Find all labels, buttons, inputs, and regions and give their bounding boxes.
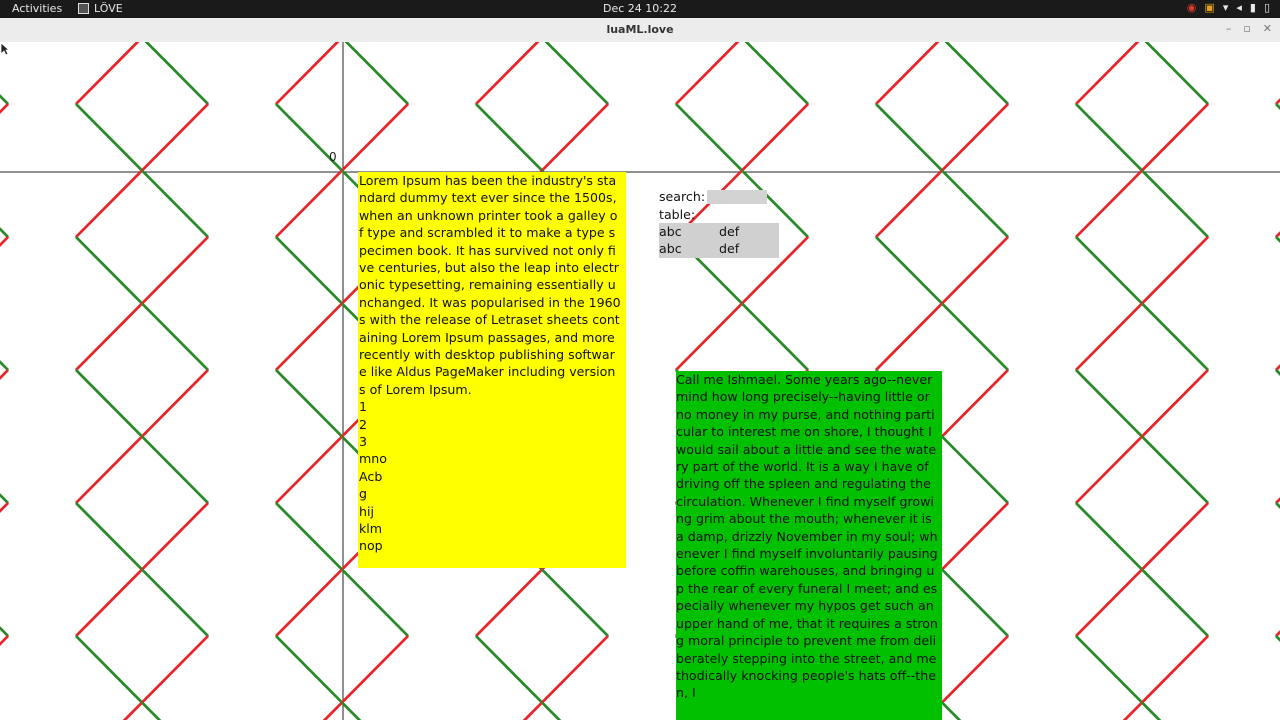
app-name: LÖVE xyxy=(94,2,123,15)
lattice-segment xyxy=(876,237,942,304)
table-label: table: xyxy=(659,206,696,222)
list-item: 1 xyxy=(359,399,368,415)
lattice-segment xyxy=(676,104,742,171)
list-item: 3 xyxy=(359,434,368,450)
lattice-segment xyxy=(1276,570,1280,637)
mouse-pointer-icon xyxy=(0,42,10,56)
lattice-segment xyxy=(476,703,542,720)
lattice-segment xyxy=(542,703,608,720)
lattice-segment xyxy=(876,42,942,104)
lattice-segment xyxy=(0,437,8,504)
mic-icon[interactable]: ▮ xyxy=(1249,1,1256,14)
lattice-segment xyxy=(0,570,8,637)
lattice-segment xyxy=(1276,370,1280,437)
lattice-segment xyxy=(276,171,342,238)
table-row[interactable] xyxy=(659,223,779,240)
lattice-segment xyxy=(1142,104,1208,171)
lattice-segment xyxy=(1276,171,1280,238)
lattice-segment xyxy=(0,370,8,437)
lattice-segment xyxy=(76,437,142,504)
lattice-segment xyxy=(0,304,8,371)
lattice-segment xyxy=(942,104,1008,171)
lattice-segment xyxy=(1276,570,1280,637)
lattice-segment xyxy=(476,104,542,171)
lattice-segment xyxy=(676,42,742,104)
table-cell: def xyxy=(719,241,740,257)
lattice-segment xyxy=(542,570,608,637)
list-item: g xyxy=(359,486,367,502)
lattice-segment xyxy=(1142,570,1208,637)
lattice-segment xyxy=(1276,104,1280,171)
lattice-segment xyxy=(276,636,342,703)
lattice-segment xyxy=(142,503,208,570)
data-table xyxy=(659,223,779,258)
lattice-segment xyxy=(1276,237,1280,304)
yellow-list xyxy=(359,398,626,555)
lattice-segment xyxy=(1076,104,1142,171)
lattice-segment xyxy=(76,171,142,238)
lattice-segment xyxy=(876,171,942,238)
lattice-segment xyxy=(1076,636,1142,703)
window-titlebar[interactable] xyxy=(0,18,1280,43)
lattice-segment xyxy=(142,237,208,304)
system-top-bar xyxy=(0,0,1280,18)
lattice-segment xyxy=(342,636,408,703)
lattice-segment xyxy=(1076,42,1142,104)
lattice-segment xyxy=(1076,370,1142,437)
lattice-segment xyxy=(276,503,342,570)
lattice-segment xyxy=(1142,437,1208,504)
volume-icon[interactable]: ◂ xyxy=(1236,1,1242,14)
lattice-segment xyxy=(0,703,8,720)
lattice-segment xyxy=(476,570,542,637)
lattice-segment xyxy=(76,370,142,437)
yellow-text-box xyxy=(358,172,626,568)
lattice-segment xyxy=(542,636,608,703)
lattice-segment xyxy=(76,503,142,570)
lattice-segment xyxy=(76,570,142,637)
lattice-segment xyxy=(1276,437,1280,504)
lattice-segment xyxy=(76,636,142,703)
lattice-segment xyxy=(942,171,1008,238)
lorem-paragraph: Lorem Ipsum has been the industry's standard dummy text ever since the 1500s, when an unknown printer took a galley of type and scrambled it to make a type specimen book. It has survived not only five centuries, but also the leap into electronic typesetting, remaining essentially unchanged. It was popularised in the 1960s with the release of Letraset sheets containing Lorem Ipsum passages, and more recently with desktop publishing software like Aldus PageMaker including versions of Lorem Ipsum. xyxy=(359,173,621,397)
lattice-segment xyxy=(1276,171,1280,238)
lattice-segment xyxy=(276,570,342,637)
lattice-segment xyxy=(142,304,208,371)
lattice-segment xyxy=(1142,636,1208,703)
lattice-segment xyxy=(0,370,8,437)
lattice-segment xyxy=(1276,370,1280,437)
lattice-segment xyxy=(1076,437,1142,504)
lattice-segment xyxy=(0,703,8,720)
lattice-segment xyxy=(276,42,342,104)
lattice-segment xyxy=(1276,304,1280,371)
lattice-segment xyxy=(876,104,942,171)
table-cell: def xyxy=(719,223,740,239)
lattice-segment xyxy=(1142,237,1208,304)
lattice-segment xyxy=(1276,42,1280,104)
lattice-segment xyxy=(276,304,342,371)
lattice-segment xyxy=(142,171,208,238)
lattice-segment xyxy=(742,42,808,104)
list-item: hij xyxy=(359,503,374,519)
lattice-segment xyxy=(1276,703,1280,720)
lattice-segment xyxy=(76,703,142,720)
search-widget xyxy=(659,188,779,258)
green-text-box xyxy=(676,371,942,720)
lattice-segment xyxy=(1076,304,1142,371)
battery-icon[interactable]: ▯ xyxy=(1263,1,1270,14)
lattice-segment xyxy=(0,636,8,703)
list-item: mno xyxy=(359,451,387,467)
system-tray[interactable] xyxy=(1187,1,1270,14)
lattice-segment xyxy=(676,304,742,371)
moby-dick-paragraph: Call me Ishmael. Some years ago--never mind how long precisely--having little or no money in my purse, and nothing particular to interest me on shore, I thought I would sail about a little and see the watery part of the world. It is a way I have of driving off the spleen and regulating the circulation. Whenever I find myself growing grim about the mouth; whenever it is a damp, drizzly November in my soul; whenever I find myself involuntarily pausing before coffin warehouses, and bringing up the rear of every funeral I meet; and especially whenever my hypos get such an upper hand of me, that it requires a strong moral principle to prevent me from deliberately stepping into the street, and methodically knocking people's hats off--then, I xyxy=(676,372,938,701)
lattice-segment xyxy=(342,42,408,104)
maximize-icon[interactable]: ▫ xyxy=(1243,22,1251,35)
list-item: klm xyxy=(359,521,383,537)
minimize-icon[interactable]: – xyxy=(1225,22,1232,35)
lattice-segment xyxy=(0,171,8,238)
lattice-segment xyxy=(476,636,542,703)
lattice-segment xyxy=(76,42,142,104)
lattice-segment xyxy=(0,104,8,171)
lattice-segment xyxy=(0,570,8,637)
lattice-segment xyxy=(1142,503,1208,570)
lattice-segment xyxy=(1076,171,1142,238)
lattice-segment xyxy=(76,304,142,371)
lattice-segment xyxy=(0,237,8,304)
lattice-segment xyxy=(1142,42,1208,104)
lattice-segment xyxy=(742,104,808,171)
activities-button[interactable]: Activities xyxy=(12,2,63,15)
lattice-segment xyxy=(1142,370,1208,437)
lattice-segment xyxy=(942,636,1008,703)
lattice-segment xyxy=(476,42,542,104)
lattice-segment xyxy=(0,437,8,504)
lattice-segment xyxy=(0,171,8,238)
lattice-segment xyxy=(1276,503,1280,570)
lattice-segment xyxy=(942,570,1008,637)
list-item: Acb xyxy=(359,468,383,484)
lattice-segment xyxy=(0,503,8,570)
app-menu[interactable] xyxy=(78,2,123,15)
lattice-segment xyxy=(142,437,208,504)
lattice-segment xyxy=(1276,503,1280,570)
lattice-segment xyxy=(0,503,8,570)
lattice-segment xyxy=(0,237,8,304)
lattice-segment xyxy=(1142,304,1208,371)
lattice-segment xyxy=(942,370,1008,437)
table-row[interactable] xyxy=(659,240,779,257)
lattice-segment xyxy=(276,437,342,504)
love-canvas[interactable] xyxy=(0,42,1280,720)
lattice-segment xyxy=(942,42,1008,104)
lattice-segment xyxy=(0,304,8,371)
lattice-segment xyxy=(876,304,942,371)
lattice-segment xyxy=(1076,703,1142,720)
lattice-segment xyxy=(1142,703,1208,720)
table-cell: abc xyxy=(659,241,682,257)
lattice-segment xyxy=(942,703,1008,720)
list-item: 2 xyxy=(359,416,368,432)
lattice-segment xyxy=(142,42,208,104)
lattice-segment xyxy=(942,237,1008,304)
lattice-segment xyxy=(1076,503,1142,570)
lattice-segment xyxy=(1076,237,1142,304)
lattice-segment xyxy=(542,42,608,104)
lattice-segment xyxy=(276,237,342,304)
lattice-segment xyxy=(942,304,1008,371)
lattice-segment xyxy=(276,370,342,437)
lattice-segment xyxy=(1276,237,1280,304)
lattice-segment xyxy=(1276,636,1280,703)
lattice-segment xyxy=(342,703,408,720)
list-item: nop xyxy=(359,538,383,554)
wifi-icon[interactable]: ▾ xyxy=(1222,1,1229,14)
lattice-segment xyxy=(342,570,408,637)
lattice-segment xyxy=(1276,42,1280,104)
lattice-segment xyxy=(76,237,142,304)
search-input[interactable] xyxy=(707,190,767,204)
close-icon[interactable]: ✕ xyxy=(1262,22,1272,35)
lattice-segment xyxy=(0,104,8,171)
lattice-segment xyxy=(276,703,342,720)
lattice-segment xyxy=(0,636,8,703)
lattice-segment xyxy=(1076,570,1142,637)
lattice-segment xyxy=(942,503,1008,570)
table-cell: abc xyxy=(659,223,682,239)
lattice-segment xyxy=(1142,171,1208,238)
lattice-segment xyxy=(1276,437,1280,504)
lattice-segment xyxy=(76,104,142,171)
chrome-icon[interactable]: ◉ xyxy=(1186,1,1197,14)
lattice-segment xyxy=(142,636,208,703)
clock[interactable]: Dec 24 10:22 xyxy=(603,2,677,15)
lattice-segment xyxy=(142,104,208,171)
lattice-segment xyxy=(742,304,808,371)
search-label: search: xyxy=(659,189,706,205)
lattice-segment xyxy=(142,370,208,437)
love-app-icon xyxy=(78,3,89,14)
lattice-segment xyxy=(1276,636,1280,703)
window-title: luaML.love xyxy=(606,23,674,36)
lattice-segment xyxy=(1276,703,1280,720)
diamond-lattice xyxy=(0,42,1280,720)
lattice-segment xyxy=(342,104,408,171)
origin-label: 0 xyxy=(329,150,337,164)
lattice-segment xyxy=(1276,104,1280,171)
window-controls xyxy=(1226,22,1272,35)
lattice-segment xyxy=(542,104,608,171)
lattice-segment xyxy=(142,570,208,637)
package-icon[interactable]: ▣ xyxy=(1204,1,1215,14)
lattice-segment xyxy=(942,437,1008,504)
lattice-segment xyxy=(142,703,208,720)
lattice-segment xyxy=(1276,304,1280,371)
